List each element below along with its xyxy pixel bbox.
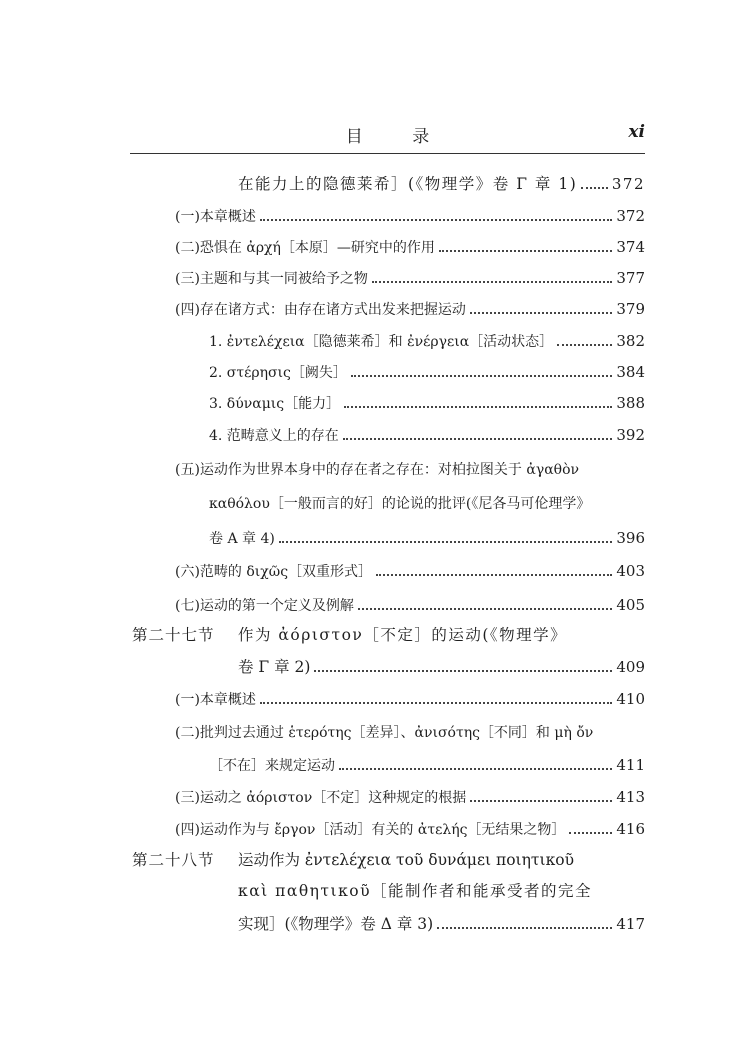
entry-title: καὶ παθητικοῦ［能制作者和能承受者的完全 — [238, 882, 593, 900]
entry-title: 4. 范畴意义上的存在 — [209, 428, 339, 444]
dot-leader — [437, 927, 612, 929]
entry-title: 在能力上的隐德莱希］(《物理学》卷 Γ 章 1) — [238, 175, 578, 193]
dot-leader — [339, 768, 612, 770]
toc-entry[interactable] — [175, 786, 645, 808]
toc-entry[interactable] — [238, 880, 645, 902]
entry-page: 372 — [611, 175, 645, 193]
entry-title: (二)批判过去通过 ἑτερότης［差异］、ἀνισότης［不同］和 μὴ ὄν — [175, 725, 594, 741]
entry-title: (五)运动作为世界本身中的存在者之存在：对柏拉图关于 ἀγαθὸν — [175, 462, 580, 478]
toc-entry[interactable] — [175, 298, 645, 320]
dot-leader — [343, 438, 613, 440]
entry-title: (一)本章概述 — [175, 692, 256, 708]
toc-entry[interactable] — [238, 173, 645, 195]
toc-entry[interactable] — [238, 624, 645, 646]
toc-entry[interactable] — [175, 459, 645, 481]
dot-leader — [439, 250, 612, 252]
entry-title: 卷 A 章 4) — [209, 531, 275, 547]
header-page-number: xi — [628, 122, 645, 142]
header-rule — [130, 153, 645, 154]
dot-leader — [260, 702, 612, 704]
entry-page: 379 — [616, 300, 645, 318]
toc-entry[interactable] — [175, 205, 645, 227]
entry-page: 417 — [616, 915, 645, 933]
entry-title: (一)本章概述 — [175, 209, 256, 225]
toc-entry[interactable] — [175, 722, 645, 744]
section-label: 第二十八节 — [132, 851, 215, 869]
toc-entry[interactable] — [175, 236, 645, 258]
entry-title: 3. δύναμις［能力］ — [209, 396, 341, 412]
entry-page: 374 — [616, 238, 645, 256]
toc-entry[interactable] — [209, 527, 645, 549]
entry-page: 409 — [616, 658, 645, 676]
dot-leader — [376, 574, 612, 576]
entry-title: 1. ἐντελέχεια［隐德莱希］和 ἐνέργεια［活动状态］ — [209, 334, 554, 350]
toc-entry[interactable] — [175, 267, 645, 289]
toc-entry[interactable] — [209, 330, 645, 352]
dot-leader — [372, 281, 612, 283]
entry-title: ［不在］来规定运动 — [209, 758, 335, 774]
entry-title: 实现］(《物理学》卷 Δ 章 3) — [238, 915, 434, 933]
section-label: 第二十七节 — [132, 626, 215, 644]
dot-leader — [470, 800, 612, 802]
entry-page: 411 — [616, 756, 645, 774]
dot-leader — [581, 187, 608, 189]
dot-leader — [569, 832, 612, 834]
entry-page: 396 — [616, 529, 645, 547]
entry-title: 运动作为 ἐντελέχεια τοῦ δυνάμει ποιητικοῦ — [238, 851, 575, 869]
toc-entry[interactable] — [209, 361, 645, 383]
entry-title: (六)范畴的 διχῶς［双重形式］ — [175, 564, 373, 580]
toc-entry[interactable] — [238, 849, 645, 871]
dot-leader — [260, 219, 612, 221]
toc-entry[interactable] — [175, 560, 645, 582]
dot-leader — [358, 608, 612, 610]
entry-page: 377 — [616, 269, 645, 287]
toc-entry[interactable] — [238, 913, 645, 935]
entry-page: 413 — [616, 788, 645, 806]
toc-entry[interactable] — [209, 392, 645, 414]
dot-leader — [557, 344, 612, 346]
entry-page: 384 — [616, 363, 645, 381]
entry-page: 405 — [616, 596, 645, 614]
entry-title: 2. στέρησις［阙失］ — [209, 365, 347, 381]
toc-entry[interactable] — [175, 818, 645, 840]
entry-page: 388 — [616, 394, 645, 412]
entry-page: 392 — [616, 426, 645, 444]
entry-title: 卷 Γ 章 2) — [238, 658, 311, 676]
running-header — [130, 122, 645, 150]
entry-page: 416 — [616, 820, 645, 838]
entry-page: 403 — [616, 562, 645, 580]
dot-leader — [279, 541, 613, 543]
entry-title: (三)运动之 ἀόριστον［不定］这种规定的根据 — [175, 790, 467, 806]
dot-leader — [344, 406, 612, 408]
entry-title: (二)恐惧在 ἀρχή［本原］—研究中的作用 — [175, 240, 435, 256]
entry-title: (四)存在诸方式：由存在诸方式出发来把握运动 — [175, 302, 466, 318]
dot-leader — [314, 670, 612, 672]
entry-page: 410 — [616, 690, 645, 708]
toc-entry[interactable] — [209, 493, 645, 515]
entry-page: 372 — [616, 207, 645, 225]
entry-page: 382 — [616, 332, 645, 350]
toc-entry[interactable] — [209, 424, 645, 446]
entry-title: 作为 ἀόριστον［不定］的运动(《物理学》 — [238, 626, 568, 644]
entry-title: (三)主题和与其一同被给予之物 — [175, 271, 368, 287]
toc-entry[interactable] — [238, 656, 645, 678]
dot-leader — [470, 312, 612, 314]
toc-entry[interactable] — [175, 594, 645, 616]
dot-leader — [351, 375, 612, 377]
entry-title: (七)运动的第一个定义及例解 — [175, 598, 354, 614]
toc-entry[interactable] — [175, 688, 645, 710]
toc-entry[interactable] — [209, 754, 645, 776]
entry-title: (四)运动作为与 ἔργον［活动］有关的 ἀτελής［无结果之物］ — [175, 822, 566, 838]
header-title: 目 录 — [345, 127, 452, 147]
entry-title: καθόλου［一般而言的好］的论说的批评(《尼各马可伦理学》 — [209, 496, 591, 512]
